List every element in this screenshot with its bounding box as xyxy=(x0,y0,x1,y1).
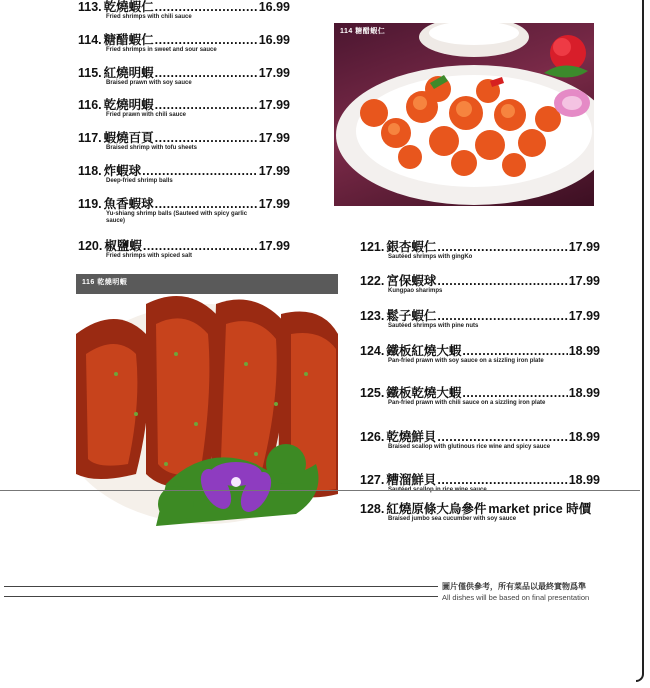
item-price: 17.99 xyxy=(258,164,290,178)
item-name: 銀杏蝦仁 xyxy=(386,240,437,254)
photo-caption: 116 乾燒明蝦 xyxy=(82,279,128,286)
item-number: 120. xyxy=(78,239,103,253)
item-description: Braised scallop with glutinous rice wine and spicy sauce xyxy=(388,444,551,450)
page-edge xyxy=(636,0,644,682)
item-name: 炸蝦球 xyxy=(103,164,142,178)
menu-item xyxy=(360,240,600,261)
item-price: 17.99 xyxy=(258,131,290,145)
item-price: 17.99 xyxy=(258,66,290,80)
braised-prawn-illustration xyxy=(76,274,338,526)
leader-dots xyxy=(143,239,258,253)
item-number: 119. xyxy=(78,197,102,211)
item-number: 128. xyxy=(360,502,385,516)
fold-line xyxy=(0,490,640,491)
item-number: 116. xyxy=(78,98,102,112)
menu-item xyxy=(78,98,290,119)
item-price: 17.99 xyxy=(568,274,600,288)
leader-dots xyxy=(437,240,567,254)
photo-caption: 114 糖醋蝦仁 xyxy=(340,28,386,35)
sweet-sour-shrimp-illustration xyxy=(334,23,594,206)
leader-dots xyxy=(155,197,258,211)
item-number: 113. xyxy=(78,0,102,14)
leader-dots xyxy=(155,131,258,145)
item-price: market price 時價 xyxy=(488,502,592,516)
leader-dots xyxy=(437,309,567,323)
leader-dots xyxy=(437,430,567,444)
item-description: Kungpao sharimps xyxy=(388,288,443,294)
item-number: 124. xyxy=(360,344,385,358)
menu-item xyxy=(78,33,290,54)
menu-item xyxy=(360,309,600,330)
item-name: 糟溜鮮貝 xyxy=(386,473,437,487)
menu-item xyxy=(360,344,600,365)
footer-rule-top xyxy=(4,586,438,587)
footer-notes xyxy=(442,581,589,603)
item-number: 125. xyxy=(360,386,385,400)
item-name: 鐵板乾燒大蝦 xyxy=(386,386,462,400)
item-number: 122. xyxy=(360,274,385,288)
item-description: Fried prawn with chili sauce xyxy=(106,112,187,118)
item-description: Fried shrimps in sweet and sour sauce xyxy=(106,47,217,53)
menu-item xyxy=(78,164,290,185)
menu-item xyxy=(360,386,600,407)
item-number: 121. xyxy=(360,240,385,254)
item-name: 蝦燒百頁 xyxy=(103,131,154,145)
leader-dots xyxy=(437,274,567,288)
item-number: 123. xyxy=(360,309,385,323)
item-description: Braised shrimp with tofu sheets xyxy=(106,145,198,151)
menu-item xyxy=(78,0,290,21)
note-english: All dishes will be based on final presentation xyxy=(442,593,590,602)
item-description: Deep-fried shrimp balls xyxy=(106,178,173,184)
item-number: 118. xyxy=(78,164,102,178)
item-price: 17.99 xyxy=(568,309,600,323)
item-name: 紅燒明蝦 xyxy=(103,66,154,80)
menu-item xyxy=(78,197,290,225)
item-description: Braised prawn with soy sauce xyxy=(106,80,192,86)
item-name: 乾燒蝦仁 xyxy=(103,0,154,14)
menu-item xyxy=(78,66,290,87)
item-description: Fried shrimps with chili sauce xyxy=(106,14,192,20)
item-name: 椒鹽蝦 xyxy=(104,239,142,253)
leader-dots xyxy=(462,344,567,358)
menu-item xyxy=(360,430,600,451)
menu-item xyxy=(360,502,600,523)
item-name: 鐵板紅燒大蝦 xyxy=(386,344,462,358)
footer-rule-bottom xyxy=(4,596,438,597)
item-description: Sautéed scallop in rice wine sauce xyxy=(388,487,487,493)
leader-dots xyxy=(155,98,258,112)
leader-dots xyxy=(462,386,567,400)
menu-item xyxy=(360,274,600,295)
item-description: Pan-fried prawn with chili sauce on a sizzling iron plate xyxy=(388,400,546,406)
item-price: 18.99 xyxy=(568,344,600,358)
item-description: Yu-shiang shrimp balls (Sauteed with spicy garlic sauce) xyxy=(106,211,248,224)
item-description: Pan-fried prawn with soy sauce on a sizzling iron plate xyxy=(388,358,544,364)
item-price: 18.99 xyxy=(568,430,600,444)
item-name: 宮保蝦球 xyxy=(386,274,437,288)
item-price: 17.99 xyxy=(258,239,290,253)
item-price: 16.99 xyxy=(258,0,290,14)
item-description: Braised jumbo sea cucumber with soy sauce xyxy=(388,516,517,522)
item-number: 115. xyxy=(78,66,102,80)
item-number: 126. xyxy=(360,430,385,444)
leader-dots xyxy=(155,0,258,14)
item-name: 魚香蝦球 xyxy=(103,197,154,211)
item-name: 鬆子蝦仁 xyxy=(386,309,437,323)
item-number: 117. xyxy=(78,131,102,145)
item-name: 乾燒明蝦 xyxy=(103,98,154,112)
item-description: Fried shrimps with spiced salt xyxy=(106,253,193,259)
item-number: 127. xyxy=(360,473,385,487)
leader-dots xyxy=(155,66,258,80)
item-name: 紅燒原條大烏參件 xyxy=(386,502,487,516)
item-price: 17.99 xyxy=(258,98,290,112)
item-description: Sautéed shrimps with pine nuts xyxy=(388,323,479,329)
item-price: 16.99 xyxy=(258,33,290,47)
leader-dots xyxy=(437,473,567,487)
leader-dots xyxy=(155,33,258,47)
item-price: 17.99 xyxy=(258,197,290,211)
item-name: 糖醋蝦仁 xyxy=(103,33,154,47)
note-chinese: 圖片僅供參考，所有菜品以最終實物爲準 xyxy=(442,582,586,591)
dish-photo-114 xyxy=(334,23,594,206)
leader-dots xyxy=(142,164,258,178)
item-description: Sautéed shrimps with gingKo xyxy=(388,254,473,260)
item-price: 17.99 xyxy=(568,240,600,254)
dish-photo-116 xyxy=(76,274,338,526)
item-number: 114. xyxy=(78,33,102,47)
item-price: 18.99 xyxy=(568,473,600,487)
menu-item xyxy=(78,131,290,152)
item-name: 乾燒鮮貝 xyxy=(386,430,437,444)
item-price: 18.99 xyxy=(568,386,600,400)
menu-item xyxy=(78,239,290,260)
